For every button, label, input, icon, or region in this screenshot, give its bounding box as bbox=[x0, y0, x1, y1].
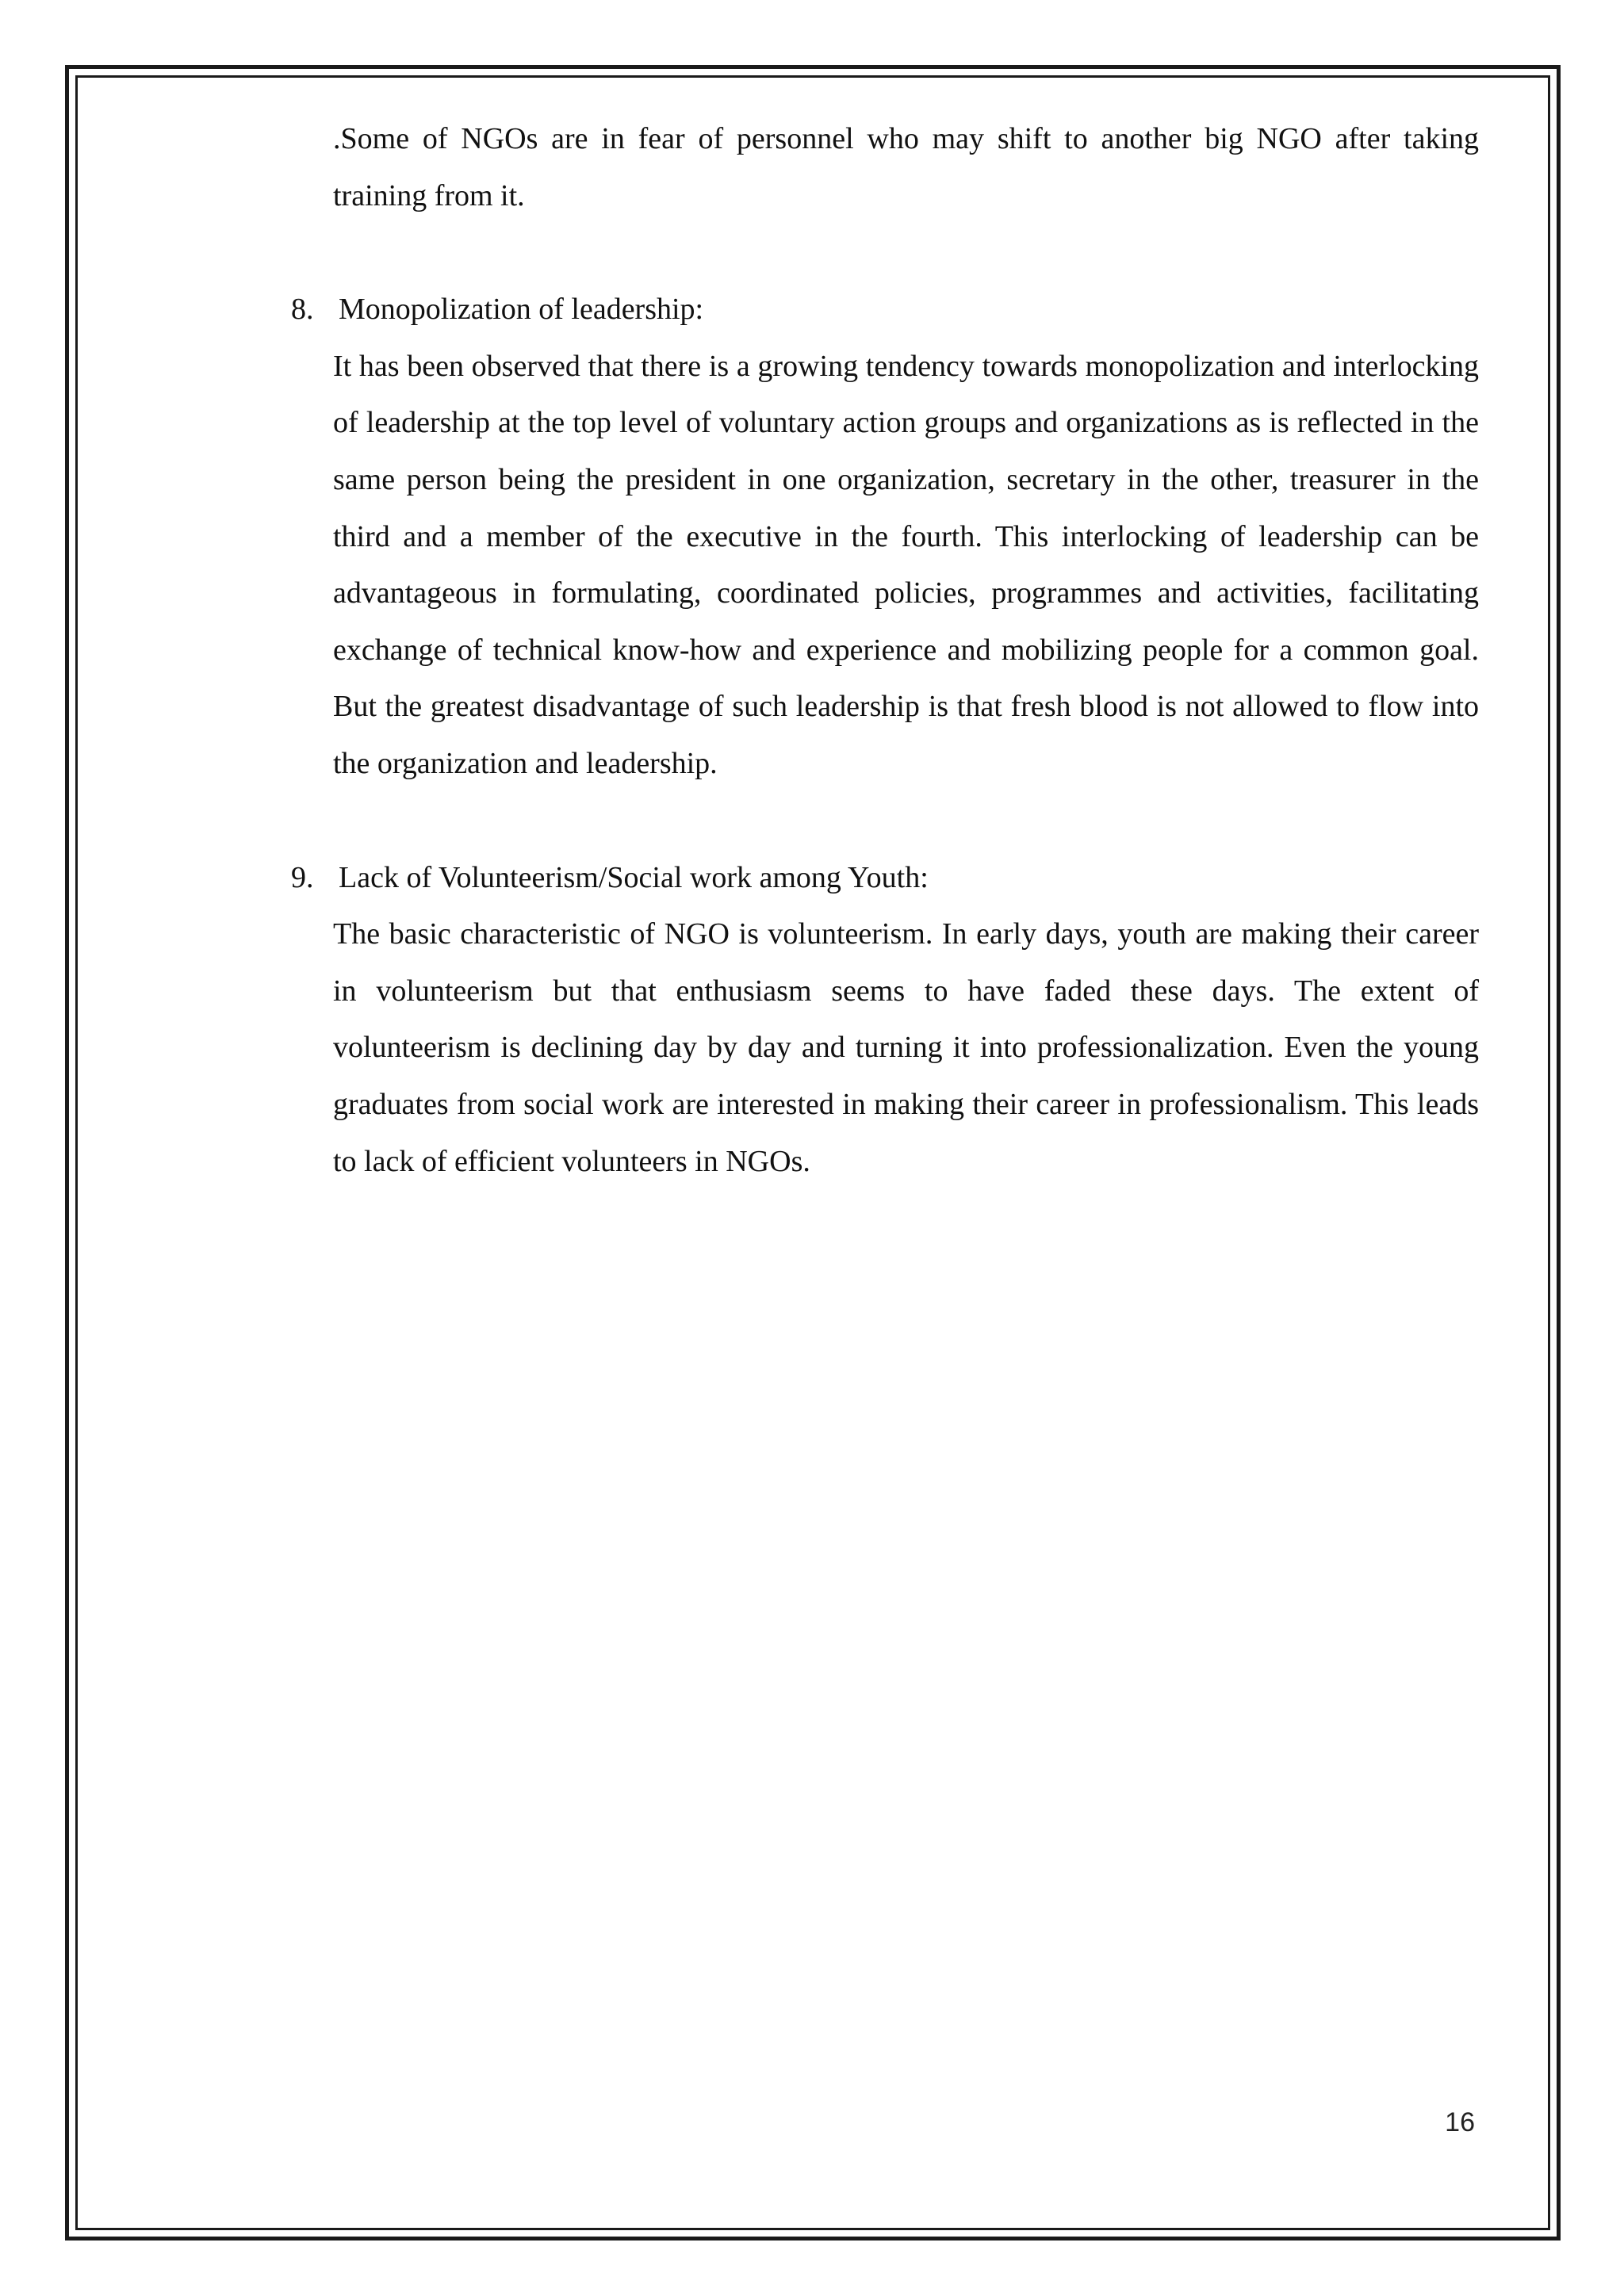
section-title: Monopolization of leadership: bbox=[339, 293, 704, 327]
section-body-9: The basic characteristic of NGO is volunteerism. In early days, youth are making their career in volunteerism but that enthusiasm seems to have faded these days. The extent of volunteerism is declining day by day and turning it into professionalization. Even the young graduates from social work are interested in making their career in professionalism. This leads to lack of efficient volunteers in NGOs. bbox=[333, 917, 1479, 1178]
section-gap bbox=[291, 224, 1479, 281]
section-heading-8 bbox=[291, 281, 1479, 339]
section-title: Lack of Volunteerism/Social work among Youth: bbox=[339, 860, 929, 894]
section-gap bbox=[291, 793, 1479, 850]
section-body-8: It has been observed that there is a growing tendency towards monopolization and interlocking of leadership at the top level of voluntary action groups and organizations as is reflected in the same person being the president in one organization, secretary in the other, treasurer in the third and a member of the executive in the fourth. This interlocking of leadership can be advantageous in formulating, coordinated policies, programmes and activities, facilitating exchange of technical know-how and experience and mobilizing people for a common goal. But the greatest disadvantage of such leadership is that fresh blood is not allowed to flow into the organization and leadership. bbox=[333, 349, 1479, 780]
section-heading-9 bbox=[291, 850, 1479, 907]
page-number: 16 bbox=[1445, 2107, 1475, 2137]
section-number: 9. bbox=[291, 860, 314, 894]
intro-paragraph: .Some of NGOs are in fear of personnel who may shift to another big NGO after taking training from it. bbox=[333, 122, 1479, 212]
section-number: 8. bbox=[291, 293, 314, 327]
document-body bbox=[291, 111, 1479, 1190]
